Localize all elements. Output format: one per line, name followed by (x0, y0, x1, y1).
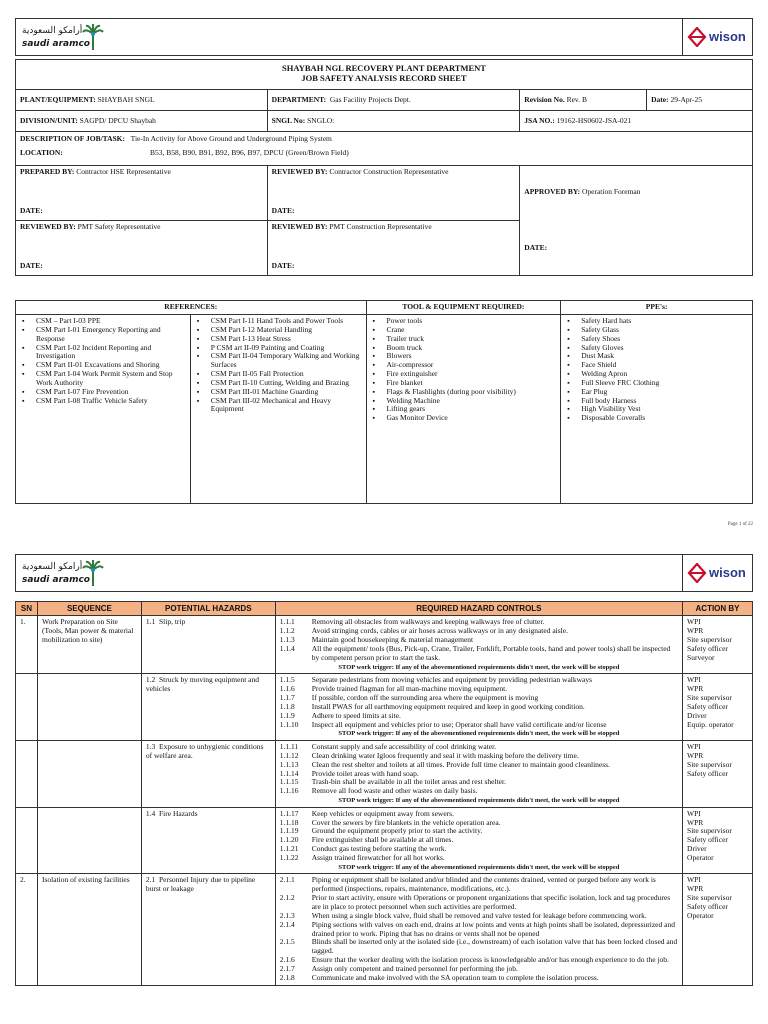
division-cell: DIVISION/UNIT: SAGPD/ DPCU Shaybah (16, 111, 268, 132)
control-item: 2.1.5 Blinds shall be inserted only at the isolated side (i.e., downstream) of each isolation valve that has been locked closed and tagged. (279, 937, 678, 956)
reviewed-by-pmt-construction-cell: REVIEWED BY: PMT Construction Representative DATE: (267, 221, 520, 276)
row-action-by (683, 807, 753, 874)
action-by-item: WPI (687, 808, 701, 818)
col-sequence: SEQUENCE (37, 602, 141, 616)
control-item: 1.1.12 Clean drinking water Igloos frequently and seal it with masking before the delivery time. (279, 750, 579, 760)
approved-by-cell: APPROVED BY: Operation Foreman DATE: (520, 166, 753, 276)
control-item: 1.1.15 Trash-bin shall be available in all the toilet areas and rest shelter. (279, 777, 506, 787)
action-by-item: Operator (687, 910, 714, 920)
control-item: 1.1.5 Separate pedestrians from moving vehicles and equipment by providing pedestrian walkways (279, 675, 593, 685)
col-hazards: POTENTIAL HAZARDS (141, 602, 275, 616)
control-item: 2.1.4 Piping sections with valves on each end, drains at low points and vents at high points shall be isolated, depressurized and drained prior to work. Piping that has no drains or vents shall not be opened (279, 919, 675, 938)
row-controls (275, 807, 682, 874)
control-item: 1.1.7 If possible, cordon off the surrounding area where the equipment is moving (279, 693, 539, 702)
col-controls: REQUIRED HAZARD CONTROLS (275, 602, 682, 616)
reference-item: ▪ CSM Part III-02 Mechanical and Heavy Equipment (193, 397, 364, 415)
reference-item: ▪ CSM Part I-01 Emergency Reporting and Response (18, 326, 188, 344)
row-action-by (683, 741, 753, 808)
reference-item: ▪ CSM Part II-01 Excavations and Shoring (18, 361, 188, 370)
page-1 (15, 18, 753, 505)
action-by-item: Operator (687, 852, 714, 862)
tool-item: ▪ Gas Monitor Device (369, 414, 559, 423)
control-item: 1.1.9 Adhere to speed limits at site. (279, 710, 401, 720)
reference-item: ▪ CSM Part I-02 Incident Reporting and Investigation (18, 344, 188, 362)
action-by-item: WPR (687, 626, 704, 636)
action-by-item: Site supervisor (687, 759, 732, 769)
document-title: SHAYBAH NGL RECOVERY PLANT DEPARTMENT JOB SAFETY ANALYSIS RECORD SHEET (16, 60, 753, 90)
control-item: 1.1.21 Conduct gas testing before starting the work. (279, 844, 447, 854)
row-controls (275, 616, 682, 674)
plant-cell: PLANT/EQUIPMENT: SHAYBAH SNGL (16, 90, 268, 111)
ppe-item: ▪ Safety Glass (563, 326, 750, 335)
control-item: 2.1.7 Assign only competent and trained personnel for performing the job. (279, 963, 518, 973)
wison-logo: wison (687, 27, 746, 47)
stop-work-trigger: STOP work trigger: If any of the abovementioned requirements didn't meet, the work will be stopped (338, 797, 620, 805)
control-item: 1.1.16 Remove all food waste and other wastes on daily basis. (279, 786, 478, 796)
reference-item: ▪ CSM Part I-08 Traffic Vehicle Safety (18, 397, 188, 406)
revision-cell: Revision No. Rev. B (520, 90, 647, 111)
ppe-item: ▪ Ear Plug (563, 388, 750, 397)
tool-item: ▪ Welding Machine (369, 397, 559, 406)
col-sn: SN (16, 602, 38, 616)
tool-item: ▪ Fire extinguisher (369, 370, 559, 379)
control-item: 1.1.18 Cover the sewers by fire blankets in the vehicle operation area. (279, 817, 501, 827)
reference-item: ▪ CSM Part I-07 Fire Prevention (18, 388, 188, 397)
aramco-logo: أرامكو السعودية saudi aramco (20, 560, 120, 590)
control-item: 2.1.2 Prior to start activity, ensure with Operations or proponent organizations that specific isolation, lock and tag procedures are in place to protect personnel when such activities are performed. (279, 893, 671, 911)
control-item: 1.1.11 Constant supply and safe accessibility of cool drinking water. (279, 742, 497, 752)
hazard-row (16, 616, 753, 674)
stop-work-trigger: STOP work trigger: If any of the abovementioned requirements didn't meet, the work will be stopped (338, 863, 620, 871)
action-by-item: WPI (687, 617, 701, 627)
aramco-palm-icon (82, 560, 104, 588)
control-item: 1.1.20 Fire extinguisher shall be available at all times. (279, 835, 454, 845)
tools-heading: TOOL & EQUIPMENT REQUIRED: (366, 301, 561, 315)
page-2 (15, 554, 753, 1024)
ppe-item: ▪ Full Sleeve FRC Clothing (563, 379, 750, 388)
reference-item: ▪ CSM Part I-04 Work Permit System and Stop Work Authority (18, 370, 188, 388)
ppe-item: ▪ High Visibility Vest (563, 405, 750, 414)
wison-logo: wison (687, 563, 746, 583)
ppe-item: ▪ Welding Apron (563, 370, 750, 379)
col-action-by: ACTION BY (683, 602, 753, 616)
action-by-item: Site supervisor (687, 826, 732, 836)
tool-item: ▪ Crane (369, 326, 559, 335)
action-by-item: Site supervisor (687, 693, 732, 702)
action-by-item: WPR (687, 684, 704, 694)
references-heading: REFERENCES: (16, 301, 367, 315)
ppe-item: ▪ Disposable Coveralls (563, 414, 750, 423)
row-controls (275, 741, 682, 808)
page-number: Page 1 of 22 (727, 522, 753, 527)
control-item: 1.1.19 Ground the equipment properly prior to start the activity. (279, 826, 483, 836)
hazard-row (16, 674, 753, 741)
control-item: 1.1.22 Assign trained firewatcher for all hot works. (279, 852, 445, 862)
ppe-item: ▪ Safety Gloves (563, 344, 750, 353)
control-item: 1.1.13 Clean the rest shelter and toilets at all times. Provide full time cleaner to maintain good cleanliness. (279, 759, 610, 769)
ppe-heading: PPE's: (561, 301, 753, 315)
row-hazard: 1.2 Struck by moving equipment and vehicles (141, 674, 275, 741)
control-item: 1.1.6 Provide trained flagman for all man-machine moving equipment. (279, 684, 508, 694)
row-action-by (683, 674, 753, 741)
row-hazard: 1.3 Exposure to unhygienic conditions of welfare area. (141, 741, 275, 808)
action-by-item: WPI (687, 742, 701, 752)
reference-item: ▪ CSM Part III-01 Machine Guarding (193, 388, 364, 397)
control-item: 1.1.14 Provide toilet areas with hand soap. (279, 768, 419, 778)
row-sequence: Isolation of existing facilities (37, 874, 141, 985)
tool-item: ▪ Trailer truck (369, 335, 559, 344)
row-sn: 1. (16, 616, 38, 674)
reference-item: ▪ CSM Part I-11 Hand Tools and Power Tools (193, 317, 364, 326)
description-cell: DESCRIPTION OF JOB/TASK: Tie-In Activity for Above Ground and Underground Piping System LOCATION: B53, B58, B90, B91, B92, B96, B97, DPCU (Green/Brown Field) (16, 132, 753, 166)
references-list-1 (18, 317, 188, 405)
department-cell: DEPARTMENT: Gas Facility Projects Dept. (267, 90, 520, 111)
row-hazard: 1.1 Slip, trip (141, 616, 275, 674)
stop-work-trigger: STOP work trigger: If any of the abovementioned requirements didn't meet, the work will be stopped (338, 730, 620, 738)
row-sn (16, 741, 38, 808)
row-sequence (37, 807, 141, 874)
tool-item: ▪ Flags & Flashlights (during poor visibility) (369, 388, 559, 397)
page-header (15, 18, 753, 56)
control-item: 1.1.4 All the equipment/ tools (Bus, Pick-up, Crane, Trailer, Forklift, Portable tools, hand and power tools) shall be inspected by competent person prior to start the task. (279, 643, 671, 662)
reference-item: ▪ CSM Part I-13 Heat Stress (193, 335, 364, 344)
jsa-info-table (15, 59, 753, 276)
references-list-2 (193, 317, 364, 414)
ppe-item: ▪ Full body Harness (563, 397, 750, 406)
aramco-logo: أرامكو السعودية saudi aramco (20, 24, 120, 54)
row-sn (16, 674, 38, 741)
ppe-item: ▪ Safety Shoes (563, 335, 750, 344)
reviewed-by-contractor-cell: REVIEWED BY: Contractor Construction Representative DATE: (267, 166, 520, 221)
tool-item: ▪ Fire blanket (369, 379, 559, 388)
action-by-item: Safety officer (687, 768, 728, 778)
reference-item: ▪ CSM Part II-10 Cutting, Welding and Brazing (193, 379, 364, 388)
aramco-palm-icon (82, 24, 104, 52)
action-by-item: Safety officer (687, 701, 728, 711)
row-sequence (37, 741, 141, 808)
stop-work-trigger: STOP work trigger: If any of the abovementioned requirements didn't meet, the work will be stopped (338, 663, 620, 671)
control-item: 2.1.8 Communicate and make involved with the SA operation team to complete the isolation process. (279, 972, 599, 982)
control-item: 1.1.1 Removing all obstacles from walkways and keeping walkways free of clutter. (279, 617, 545, 627)
tools-list (369, 317, 559, 423)
control-item: 2.1.6 Ensure that the worker dealing with the isolation process is knowledgeable and/or has enough experience to do the job. (279, 955, 669, 965)
row-hazard: 1.4 Fire Hazards (141, 807, 275, 874)
wison-mark-icon (687, 563, 707, 583)
action-by-item: Driver (687, 710, 707, 720)
row-controls (275, 674, 682, 741)
reference-item: ▪ CSM Part II-05 Fall Protection (193, 370, 364, 379)
row-controls (275, 874, 682, 985)
hazard-row (16, 807, 753, 874)
ppe-item: ▪ Face Shield (563, 361, 750, 370)
reference-item: ▪ CSM Part I-12 Material Handling (193, 326, 364, 335)
hazard-row (16, 741, 753, 808)
action-by-item: Safety officer (687, 902, 728, 911)
row-action-by (683, 616, 753, 674)
action-by-item: Site supervisor (687, 635, 732, 645)
reference-item: ▪ CSM – Part I-03 PPE (18, 317, 188, 326)
prepared-by-cell: PREPARED BY: Contractor HSE Representative DATE: (16, 166, 268, 221)
action-by-item: WPR (687, 884, 704, 894)
ppe-list (563, 317, 750, 423)
action-by-item: Safety officer (687, 835, 728, 845)
references-table (15, 300, 753, 504)
action-by-item: Driver (687, 844, 707, 854)
tool-item: ▪ Lifting gears (369, 405, 559, 414)
reference-item: ▪ CSM Part II-04 Temporary Walking and Working Surfaces (193, 352, 364, 370)
wison-mark-icon (687, 27, 707, 47)
row-sn: 2. (16, 874, 38, 985)
action-by-item: WPI (687, 675, 701, 685)
control-item: 2.1.3 When using a single block valve, fluid shall be removed and valve tested for leakage before commencing work. (279, 910, 647, 920)
control-item: 1.1.2 Avoid stringing cords, cables or air hoses across walkways or in any designated aisle. (279, 626, 568, 636)
sngl-cell: SNGL No: SNGLO: (267, 111, 520, 132)
page-header (15, 554, 753, 592)
jsa-number-cell: JSA NO.: 19162-HS0602-JSA-021 (520, 111, 753, 132)
control-item: 1.1.3 Maintain good housekeeping & material management (279, 635, 474, 645)
action-by-item: Safety officer (687, 643, 728, 653)
reference-item: ▪ P CSM art II-09 Painting and Coating (193, 344, 364, 353)
tool-item: ▪ Air-compressor (369, 361, 559, 370)
tool-item: ▪ Blowers (369, 352, 559, 361)
control-item: 1.1.8 Install PWAS for all earthmoving equipment required and keep in good working condition. (279, 701, 585, 711)
row-sn (16, 807, 38, 874)
date-cell: Date: 29-Apr-25 (647, 90, 753, 111)
action-by-item: Site supervisor (687, 893, 732, 903)
action-by-item: WPI (687, 875, 701, 885)
action-by-item: Equip. operator (687, 719, 734, 729)
hazard-controls-table (15, 601, 753, 986)
control-item: 2.1.1 Piping or equipment shall be isolated and/or blinded and the contents drained, vented or purged before any work is performed (inspections, repairs, maintenance, modifications, etc.). (279, 875, 656, 894)
action-by-item: WPR (687, 750, 704, 760)
hazard-row (16, 874, 753, 985)
action-by-item: WPR (687, 817, 704, 827)
control-item: 1.1.10 Inspect all equipment and vehicles prior to use; Operator shall have valid certificate and/or license (279, 719, 607, 729)
row-sequence: Work Preparation on Site (Tools, Man power & material mobilization to site) (37, 616, 141, 674)
action-by-item: Surveyor (687, 652, 715, 662)
reviewed-by-pmt-safety-cell: REVIEWED BY: PMT Safety Representative DATE: (16, 221, 268, 276)
row-sequence (37, 674, 141, 741)
ppe-item: ▪ Dust Mask (563, 352, 750, 361)
tool-item: ▪ Power tools (369, 317, 559, 326)
tool-item: ▪ Boom truck (369, 344, 559, 353)
ppe-item: ▪ Safety Hard hats (563, 317, 750, 326)
row-action-by (683, 874, 753, 985)
row-hazard: 2.1 Personnel Injury due to pipeline burst or leakage (141, 874, 275, 985)
control-item: 1.1.17 Keep vehicles or equipment away from sewers. (279, 808, 454, 818)
